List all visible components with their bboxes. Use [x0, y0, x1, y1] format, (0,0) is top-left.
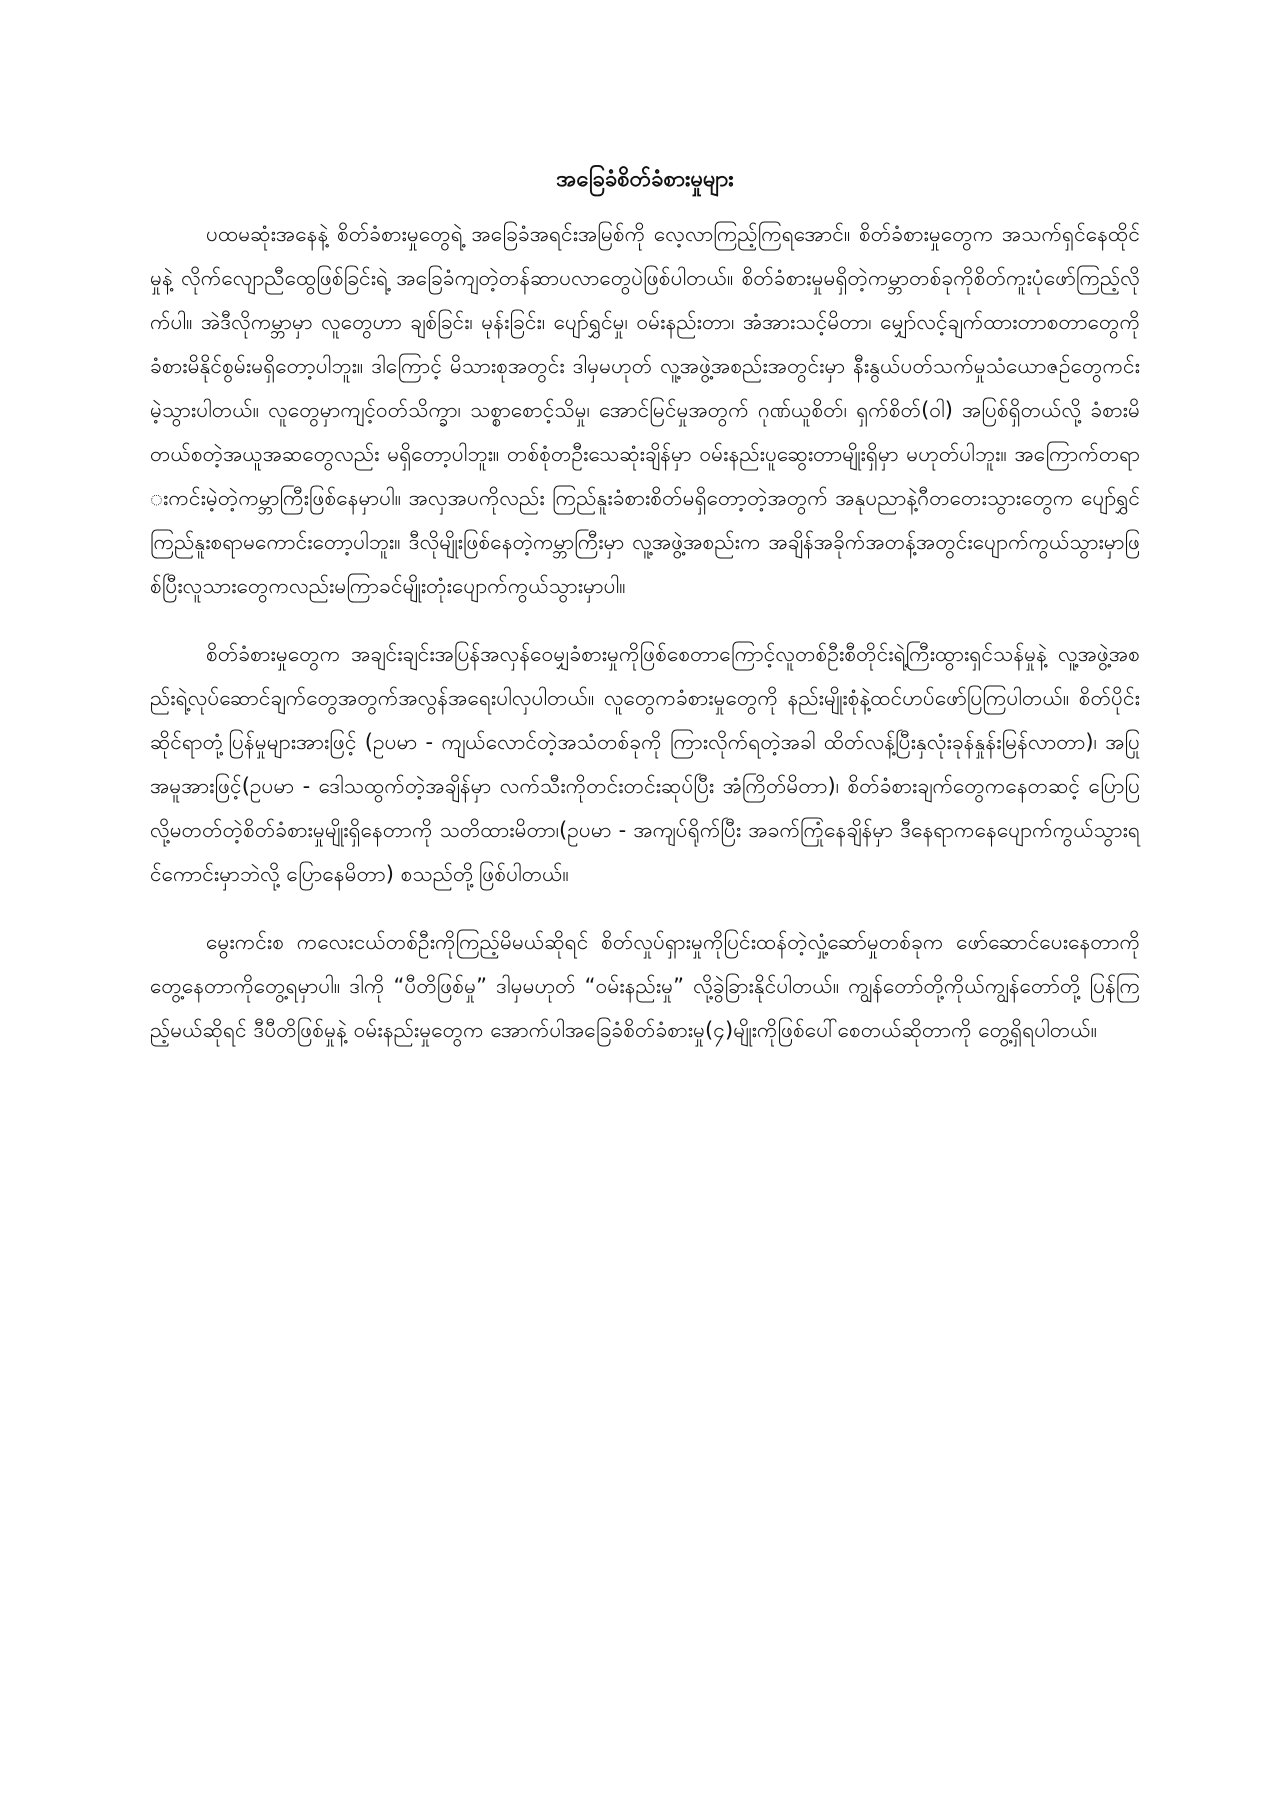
paragraph-2: စိတ်ခံစားမှုတွေက အချင်းချင်းအပြန်အလှန်ဝေမျှခံစားမှုကိုဖြစ်စေတာကြောင့်လူတစ်ဦးစီတိုင်းရဲ့ကြီးထွားရှင်သန်မှုနဲ့ လူ့အဖွဲ့အစည်းရဲ့လုပ်ဆောင်ချက်တွေအတွက်အလွန်အရေးပါလှပါတယ်။ လူတွေကခံစားမှုတွေကို နည်းမျိုးစုံနဲ့ထင်ဟပ်ဖော်ပြကြပါတယ်။ စိတ်ပိုင်းဆိုင်ရာတုံ့ပြန်မှုများအားဖြင့် (ဥပမာ - ကျယ်လောင်တဲ့အသံတစ်ခုကို ကြားလိုက်ရတဲ့အခါ ထိတ်လန့်ပြီးနှလုံးခုန်နှုန်းမြန်လာတာ)၊ အပြုအမူအားဖြင့်(ဥပမာ - ဒေါသထွက်တဲ့အချိန်မှာ လက်သီးကိုတင်းတင်းဆုပ်ပြီး အံကြိတ်မိတာ)၊ စိတ်ခံစားချက်တွေကနေတဆင့် ပြောပြလို့မတတ်တဲ့စိတ်ခံစားမှုမျိုးရှိနေတာကို သတိထားမိတာ၊(ဥပမာ - အကျပ်ရိုက်ပြီး အခက်ကြုံနေချိန်မှာ ဒီနေရာကနေပျောက်ကွယ်သွားရင်ကောင်းမှာဘဲလို့ ပြောနေမိတာ) စသည်တို့ဖြစ်ပါတယ်။ — [150, 642, 1140, 886]
page-title: အခြေခံစိတ်ခံစားမှုများ — [556, 167, 734, 192]
paragraph-1: ပထမဆုံးအနေနဲ့ စိတ်ခံစားမှုတွေရဲ့ အခြေခံအရင်းအမြစ်ကို လေ့လာကြည့်ကြရအောင်။ စိတ်ခံစားမှုတွေက အသက်ရှင်နေထိုင်မှုနဲ့ လိုက်လျောညီထွေဖြစ်ခြင်းရဲ့ အခြေခံကျတဲ့တန်ဆာပလာတွေပဲဖြစ်ပါတယ်။ စိတ်ခံစားမှုမရှိတဲ့ကမ္ဘာတစ်ခုကိုစိတ်ကူးပုံဖော်ကြည့်လိုက်ပါ။ အဲဒီလိုကမ္ဘာမှာ လူတွေဟာ ချစ်ခြင်း၊ မုန်းခြင်း၊ ပျော်ရွှင်မှု၊ ဝမ်းနည်းတာ၊ အံအားသင့်မိတာ၊ မျှော်လင့်ချက်ထားတာစတာတွေကို ခံစားမိနိုင်စွမ်းမရှိတော့ပါဘူး။ ဒါကြောင့် မိသားစုအတွင်း ဒါမှမဟုတ် လူ့အဖွဲ့အစည်းအတွင်းမှာ နီးနွယ်ပတ်သက်မှုသံယောဇဉ်တွေကင်းမဲ့သွားပါတယ်။ လူတွေမှာကျင့်ဝတ်သိက္ခာ၊ သစ္စာစောင့်သိမှု၊ အောင်မြင်မှုအတွက် ဂုဏ်ယူစိတ်၊ ရှက်စိတ်(ဝါ) အပြစ်ရှိတယ်လို့ ခံစားမိတယ်စတဲ့အယူအဆတွေလည်း မရှိတော့ပါဘူး။ တစ်စုံတဦးသေဆုံးချိန်မှာ ဝမ်းနည်းပူဆွေးတာမျိုးရှိမှာ မဟုတ်ပါဘူး။ အကြောက်တရားကင်းမဲ့တဲ့ကမ္ဘာကြီးဖြစ်နေမှာပါ။ အလှအပကိုလည်း ကြည်နူးခံစားစိတ်မရှိတော့တဲ့အတွက် အနုပညာနဲ့ဂီတတေးသွားတွေက ပျော်ရွှင်ကြည်နူးစရာမကောင်းတော့ပါဘူး။ ဒီလိုမျိုးဖြစ်နေတဲ့ကမ္ဘာကြီးမှာ လူ့အဖွဲ့အစည်းက အချိန်အခိုက်အတန့်အတွင်းပျောက်ကွယ်သွားမှာဖြစ်ပြီးလူသားတွေကလည်းမကြာခင်မျိုးတုံးပျောက်ကွယ်သွားမှာပါ။ — [150, 222, 1140, 598]
document-page — [150, 160, 1140, 1076]
paragraph-3: မွေးကင်းစ ကလေးငယ်တစ်ဦးကိုကြည့်မိမယ်ဆိုရင် စိတ်လှုပ်ရှားမှုကိုပြင်းထန်တဲ့လှုံ့ဆော်မှုတစ်ခုက ဖော်ဆောင်ပေးနေတာကိုတွေ့နေတာကိုတွေ့ရမှာပါ။ ဒါကို “ပီတိဖြစ်မှု” ဒါမှမဟုတ် “ဝမ်းနည်းမှု” လို့ခွဲခြားနိုင်ပါတယ်။ ကျွန်တော်တို့ကိုယ်ကျွန်တော်တို့ ပြန်ကြည့်မယ်ဆိုရင် ဒီပီတိဖြစ်မှုနဲ့ ဝမ်းနည်းမှုတွေက အောက်ပါအခြေခံစိတ်ခံစားမှု(၄)မျိုးကိုဖြစ်ပေါ်စေတယ်ဆိုတာကို တွေ့ရှိရပါတယ်။ — [150, 930, 1140, 1042]
